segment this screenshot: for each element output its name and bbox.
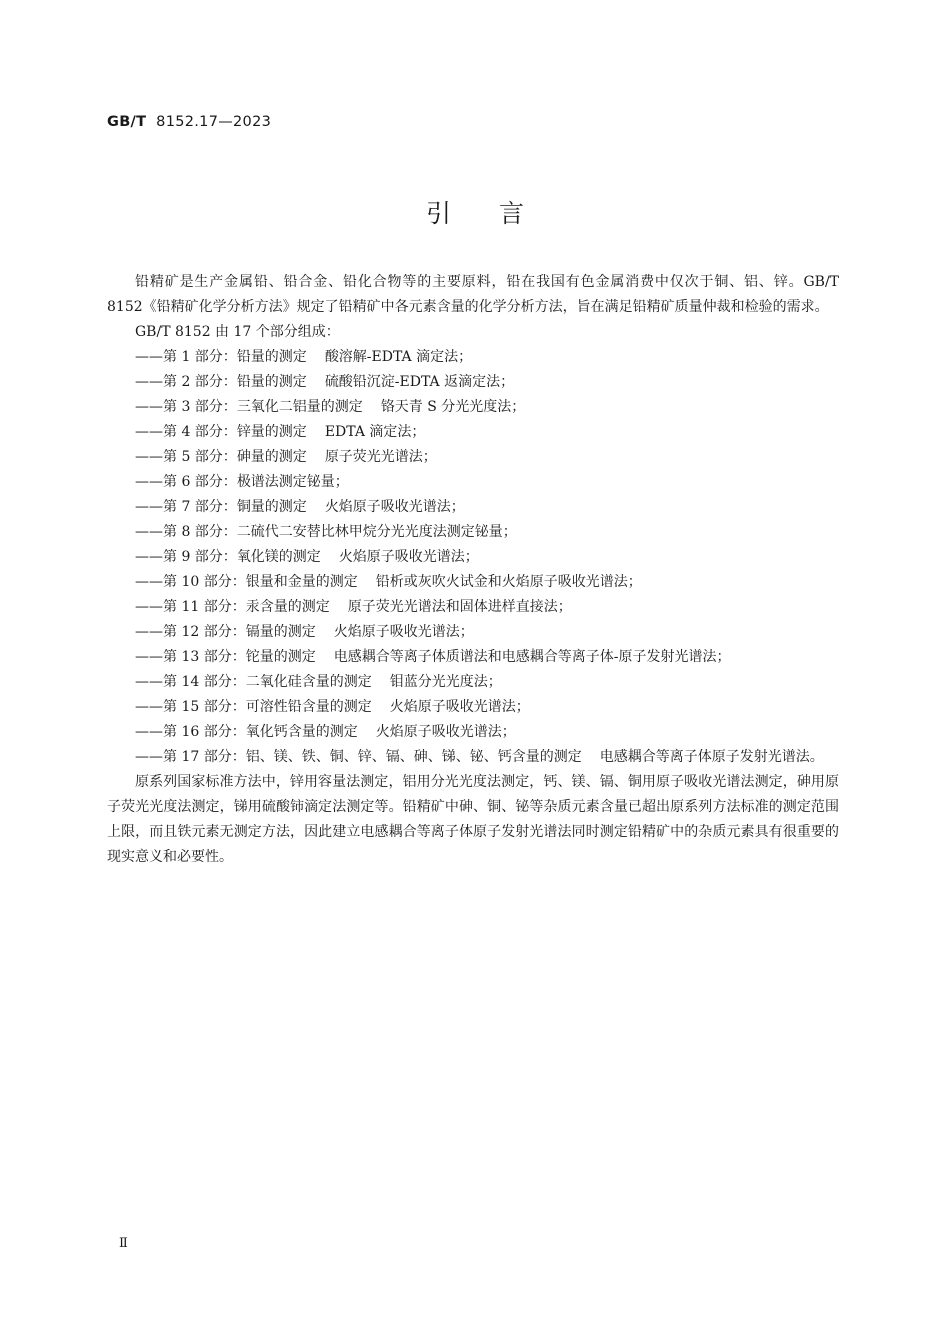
part-label: 第 16 部分：	[163, 724, 246, 740]
part-measure: 氧化钙含量的测定	[245, 724, 358, 740]
list-dash: ——	[135, 749, 163, 765]
list-dash: ——	[135, 624, 163, 640]
part-method: 铬天青 S 分光光度法；	[380, 399, 526, 415]
list-dash: ——	[135, 699, 163, 715]
part-measure: 镉量的测定	[245, 624, 316, 640]
part-label: 第 10 部分：	[163, 574, 246, 590]
part-label: 第 14 部分：	[163, 674, 246, 690]
part-measure: 锌量的测定	[236, 424, 307, 440]
part-label: 第 8 部分：	[163, 524, 237, 540]
part-label: 第 7 部分：	[163, 499, 237, 515]
part-label: 第 12 部分：	[163, 624, 246, 640]
part-label: 第 13 部分：	[163, 649, 246, 665]
part-method: 酸溶解-EDTA 滴定法；	[324, 349, 473, 365]
part-list-item	[107, 495, 839, 520]
part-measure: 铅量的测定	[236, 349, 307, 365]
part-method: 电感耦合等离子体质谱法和电感耦合等离子体-原子发射光谱法；	[333, 649, 731, 665]
part-label: 第 17 部分：	[163, 749, 246, 765]
part-label: 第 2 部分：	[163, 374, 237, 390]
part-list-item	[107, 395, 839, 420]
list-dash: ——	[135, 724, 163, 740]
list-dash: ——	[135, 674, 163, 690]
part-measure: 二氧化硅含量的测定	[245, 674, 372, 690]
part-list-item	[107, 345, 839, 370]
list-dash: ——	[135, 349, 163, 365]
part-measure: 极谱法测定铋量；	[236, 474, 349, 490]
list-dash: ——	[135, 599, 163, 615]
part-list-item	[107, 545, 839, 570]
part-method: 原子荧光光谱法；	[324, 449, 437, 465]
part-label: 第 15 部分：	[163, 699, 246, 715]
part-label: 第 6 部分：	[163, 474, 237, 490]
part-label: 第 11 部分：	[163, 599, 246, 615]
part-method: 电感耦合等离子体原子发射光谱法。	[599, 749, 824, 765]
part-method: 原子荧光光谱法和固体进样直接法；	[347, 599, 572, 615]
part-list-item	[107, 470, 839, 495]
part-measure: 铅量的测定	[236, 374, 307, 390]
part-method: 铅析或灰吹火试金和火焰原子吸收光谱法；	[375, 574, 642, 590]
list-dash: ——	[135, 549, 163, 565]
part-measure: 汞含量的测定	[245, 599, 330, 615]
standard-prefix: GB/T	[107, 114, 147, 130]
part-method: 钼蓝分光光度法；	[389, 674, 502, 690]
page-number: Ⅱ	[119, 1236, 128, 1251]
page-title: 引言	[425, 199, 572, 228]
document-body	[107, 270, 839, 870]
part-label: 第 9 部分：	[163, 549, 237, 565]
part-list-item	[107, 445, 839, 470]
list-dash: ——	[135, 449, 163, 465]
part-list-item	[107, 370, 839, 395]
list-dash: ——	[135, 649, 163, 665]
part-label: 第 5 部分：	[163, 449, 237, 465]
list-dash: ——	[135, 474, 163, 490]
part-measure: 砷量的测定	[236, 449, 307, 465]
part-list-item	[107, 695, 839, 720]
part-method: 火焰原子吸收光谱法；	[338, 549, 479, 565]
closing-paragraph: 原系列国家标准方法中，锌用容量法测定，铝用分光光度法测定，钙、镁、镉、铜用原子吸收光谱法测定，砷用原子荧光光度法测定，锑用硫酸铈滴定法测定等。铅精矿中砷、铜、铋等杂质元素含量已超出原系列方法标准的测定范围上限，而且铁元素无测定方法，因此建立电感耦合等离子体原子发射光谱法同时测定铅精矿中的杂质元素具有很重要的现实意义和必要性。	[107, 774, 839, 865]
part-method: 火焰原子吸收光谱法；	[375, 724, 516, 740]
part-measure: 氧化镁的测定	[236, 549, 321, 565]
part-list-item	[107, 420, 839, 445]
part-measure: 铝、镁、铁、铜、锌、镉、砷、锑、铋、钙含量的测定	[245, 749, 582, 765]
list-dash: ——	[135, 399, 163, 415]
part-list-item	[107, 620, 839, 645]
part-method: 火焰原子吸收光谱法；	[389, 699, 530, 715]
list-dash: ——	[135, 574, 163, 590]
list-dash: ——	[135, 524, 163, 540]
part-method: 硫酸铅沉淀-EDTA 返滴定法；	[324, 374, 515, 390]
part-measure: 铜量的测定	[236, 499, 307, 515]
part-label: 第 1 部分：	[163, 349, 237, 365]
parts-list	[107, 345, 839, 770]
part-list-item	[107, 720, 839, 745]
part-measure: 三氧化二铝量的测定	[236, 399, 363, 415]
part-list-item	[107, 645, 839, 670]
part-measure: 铊量的测定	[245, 649, 316, 665]
standard-number-header	[107, 114, 271, 130]
intro-paragraph: 铅精矿是生产金属铅、铅合金、铅化合物等的主要原料，铅在我国有色金属消费中仅次于铜、铝、锌。GB/T 8152《铅精矿化学分析方法》规定了铅精矿中各元素含量的化学分析方法，旨在满足铅精矿质量仲裁和检验的需求。	[107, 274, 839, 315]
list-dash: ——	[135, 374, 163, 390]
part-list-item	[107, 670, 839, 695]
part-method: 火焰原子吸收光谱法；	[324, 499, 465, 515]
part-label: 第 3 部分：	[163, 399, 237, 415]
part-list-item	[107, 595, 839, 620]
part-method: 火焰原子吸收光谱法；	[333, 624, 474, 640]
part-list-item	[107, 520, 839, 545]
composition-statement: GB/T 8152 由 17 个部分组成：	[135, 324, 340, 340]
part-list-item	[107, 570, 839, 595]
list-dash: ——	[135, 424, 163, 440]
standard-number: 8152.17—2023	[156, 114, 272, 130]
part-label: 第 4 部分：	[163, 424, 237, 440]
part-measure: 银量和金量的测定	[245, 574, 358, 590]
part-measure: 可溶性铅含量的测定	[245, 699, 372, 715]
part-list-item	[107, 745, 839, 770]
list-dash: ——	[135, 499, 163, 515]
part-measure: 二硫代二安替比林甲烷分光光度法测定铋量；	[236, 524, 517, 540]
part-method: EDTA 滴定法；	[324, 424, 426, 440]
